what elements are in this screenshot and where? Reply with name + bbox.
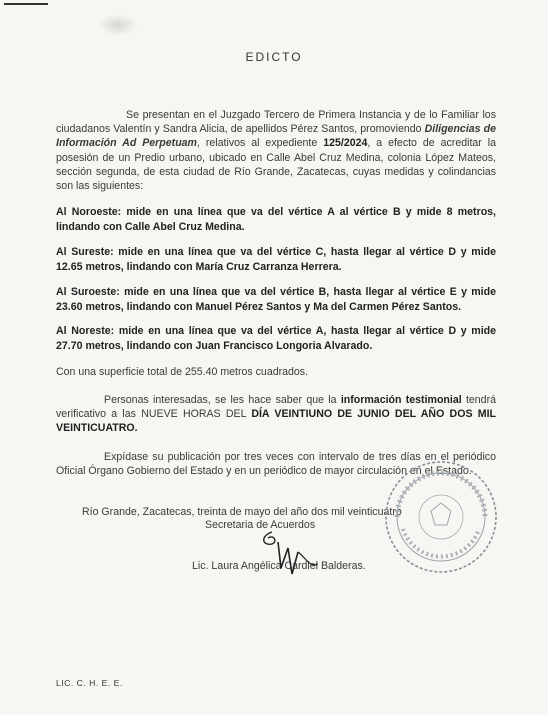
boundary-sureste: Al Sureste: mide en una línea que va del vértice C, hasta llegar al vértice D y mide 12.65 metros, lindando con María Cruz Carranza Herrera.	[56, 246, 496, 273]
secretary-title: Secretaria de Acuerdos	[205, 519, 316, 531]
surface-text: Con una superficie total de 255.40 metros cuadrados.	[56, 366, 309, 378]
notice-text-1: Personas interesadas, se les hace saber que la	[104, 394, 341, 406]
signer-name: Lic. Laura Angélica Cardiel Balderas.	[192, 560, 366, 572]
intro-text-3: , a efecto de acreditar la posesión de un Predio urbano, ubicado en Calle Abel Cruz Medina, colonia López Mateos, sección segunda, de esta ciudad de Río Grande, Zacatecas, cuyas medidas y colindancias son las siguientes:	[56, 137, 497, 193]
notice-paragraph	[56, 393, 496, 436]
publication-text: Expídase su publicación por tres veces con intervalo de tres días en el periódico Oficial Órgano Gobierno del Estado y en un periódico de mayor circulación en el Estado.	[56, 451, 496, 478]
handwritten-signature	[248, 528, 338, 578]
intro-paragraph	[56, 108, 496, 193]
boundary-noreste: Al Noreste: mide en una línea que va del vértice A, hasta llegar al vértice D y mide 27.70 metros, lindando con Juan Francisco Longoria Alvarado.	[56, 325, 496, 352]
court-seal	[383, 459, 499, 575]
notice-bold-1: información testimonial	[340, 394, 462, 406]
place-date: Río Grande, Zacatecas, treinta de mayo del año dos mil veinticuatro	[82, 506, 402, 518]
scan-smudge	[98, 14, 138, 36]
case-number: 125/2024	[323, 137, 368, 150]
scan-mark	[4, 3, 48, 5]
notice-text-2: tendrá verificativo a las NUEVE HORAS DEL	[56, 394, 496, 421]
footer-initials: LIC. C. H. E. E.	[56, 678, 123, 688]
notice-bold-2: DÍA VEINTIUNO DE JUNIO DEL AÑO DOS MIL VEINTICUATRO.	[56, 408, 496, 435]
boundary-suroeste: Al Suroeste: mide en una línea que va del vértice B, hasta llegar al vértice E y mide 23.60 metros, lindando con Manuel Pérez Santos y Ma del Carmen Pérez Santos.	[56, 286, 496, 313]
intro-italic: Diligencias de Información Ad Perpetuam	[56, 123, 496, 150]
document-title: EDICTO	[245, 50, 303, 64]
boundary-noroeste: Al Noroeste: mide en una línea que va del vértice A al vértice B y mide 8 metros, lindando con Calle Abel Cruz Medina.	[56, 206, 496, 233]
intro-text-2: , relativos al expediente	[196, 137, 324, 150]
intro-text-1: Se presentan en el Juzgado Tercero de Primera Instancia y de lo Familiar los ciudadanos Valentín y Sandra Alicia, de apellidos Pérez Santos, promoviendo	[56, 109, 496, 136]
